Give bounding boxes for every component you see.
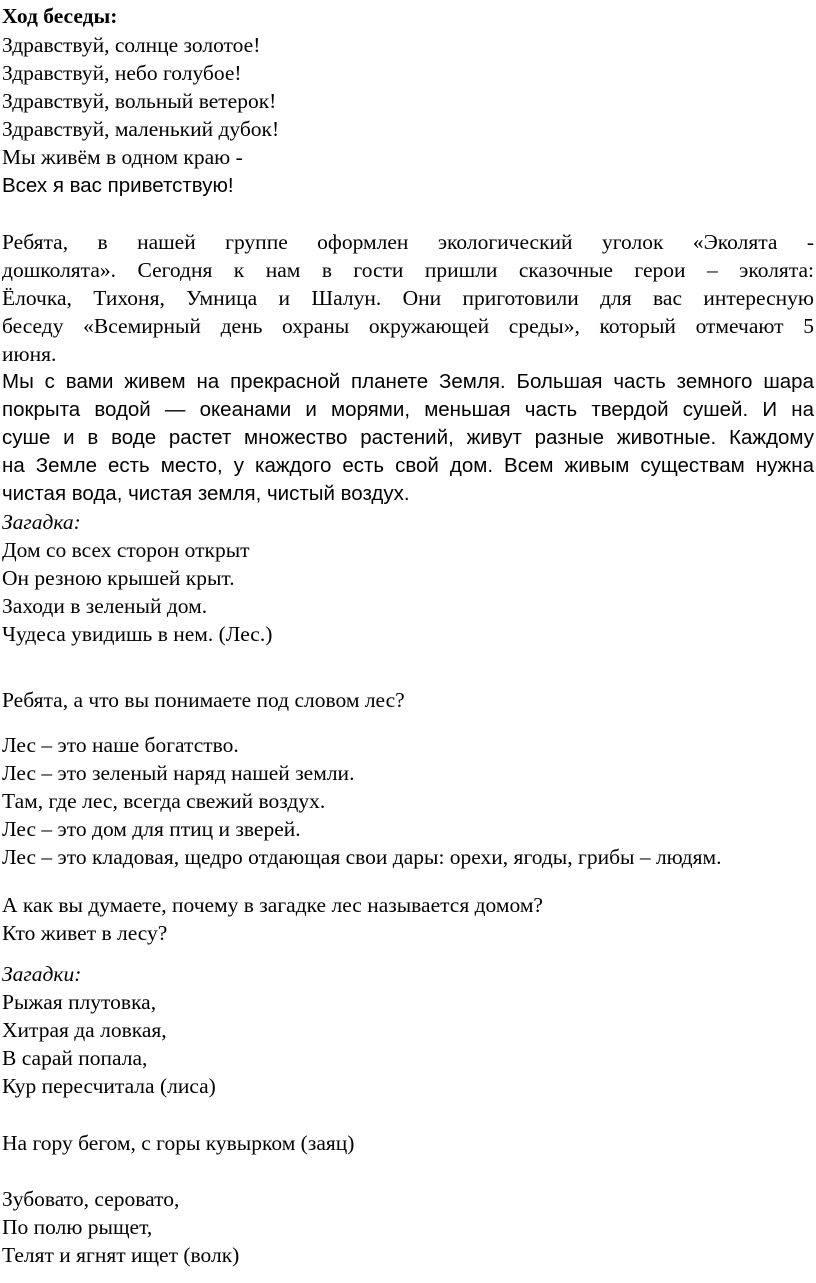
greeting-line: Здравствуй, солнце золотое!	[2, 33, 261, 57]
planet-line: Мы с вами живем на прекрасной планете Земля. Большая часть земного шара	[2, 370, 814, 393]
riddle-fox-line: Кур пересчитала (лиса)	[2, 1074, 216, 1098]
greeting-line: Здравствуй, маленький дубок!	[2, 117, 280, 141]
planet-line: на Земле есть место, у каждого есть свой дом. Всем живым существам нужна	[2, 454, 814, 477]
forest-answer: Там, где лес, всегда свежий воздух.	[2, 789, 326, 813]
riddle-wolf-line: Телят и ягнят ищет (волк)	[2, 1243, 240, 1267]
forest-answer: Лес – это зеленый наряд нашей земли.	[2, 761, 355, 785]
riddle-fox-line: Хитрая да ловкая,	[2, 1018, 167, 1042]
forest-question: Ребята, а что вы понимаете под словом лес?	[2, 688, 405, 712]
forest-answer: Лес – это дом для птиц и зверей.	[2, 817, 301, 841]
home-question: А как вы думаете, почему в загадке лес называется домом?	[2, 893, 543, 917]
riddles-label: Загадки:	[2, 962, 82, 986]
intro-line: июня.	[2, 342, 57, 366]
riddle-line: Заходи в зеленый дом.	[2, 594, 208, 618]
conversation-heading: Ход беседы:	[2, 4, 118, 28]
riddle-fox-line: Рыжая плутовка,	[2, 990, 157, 1014]
riddle-label: Загадка:	[2, 510, 81, 534]
riddle-line: Дом со всех сторон открыт	[2, 538, 250, 562]
planet-line: суше и в воде растет множество растений, живут разные животные. Каждому	[2, 426, 814, 449]
intro-line: дошколята». Сегодня к нам в гости пришли сказочные герои – эколята:	[2, 258, 814, 282]
greeting-line: Мы живём в одном краю -	[2, 145, 243, 169]
greeting-line: Здравствуй, вольный ветерок!	[2, 89, 277, 113]
forest-answer: Лес – это кладовая, щедро отдающая свои дары: орехи, ягоды, грибы – людям.	[2, 845, 722, 869]
riddle-wolf-line: По полю рыщет,	[2, 1215, 153, 1239]
home-question: Кто живет в лесу?	[2, 921, 168, 945]
greeting-line: Всех я вас приветствую!	[2, 174, 234, 197]
riddle-wolf-line: Зубовато, серовато,	[2, 1187, 180, 1211]
intro-line: беседу «Всемирный день охраны окружающей среды», который отмечают 5	[2, 314, 814, 338]
planet-line: чистая вода, чистая земля, чистый воздух.	[2, 482, 410, 505]
intro-line: Ёлочка, Тихоня, Умница и Шалун. Они приготовили для вас интересную	[2, 286, 814, 310]
riddle-fox-line: В сарай попала,	[2, 1046, 148, 1070]
riddle-line: Он резною крышей крыт.	[2, 566, 235, 590]
forest-answer: Лес – это наше богатство.	[2, 733, 239, 757]
riddle-line: Чудеса увидишь в нем. (Лес.)	[2, 622, 273, 646]
riddle-hare-line: На гору бегом, с горы кувырком (заяц)	[2, 1131, 355, 1155]
intro-line: Ребята, в нашей группе оформлен экологический уголок «Эколята -	[2, 230, 814, 254]
planet-line: покрыта водой — океанами и морями, меньшая часть твердой сушей. И на	[2, 398, 814, 421]
greeting-line: Здравствуй, небо голубое!	[2, 61, 242, 85]
